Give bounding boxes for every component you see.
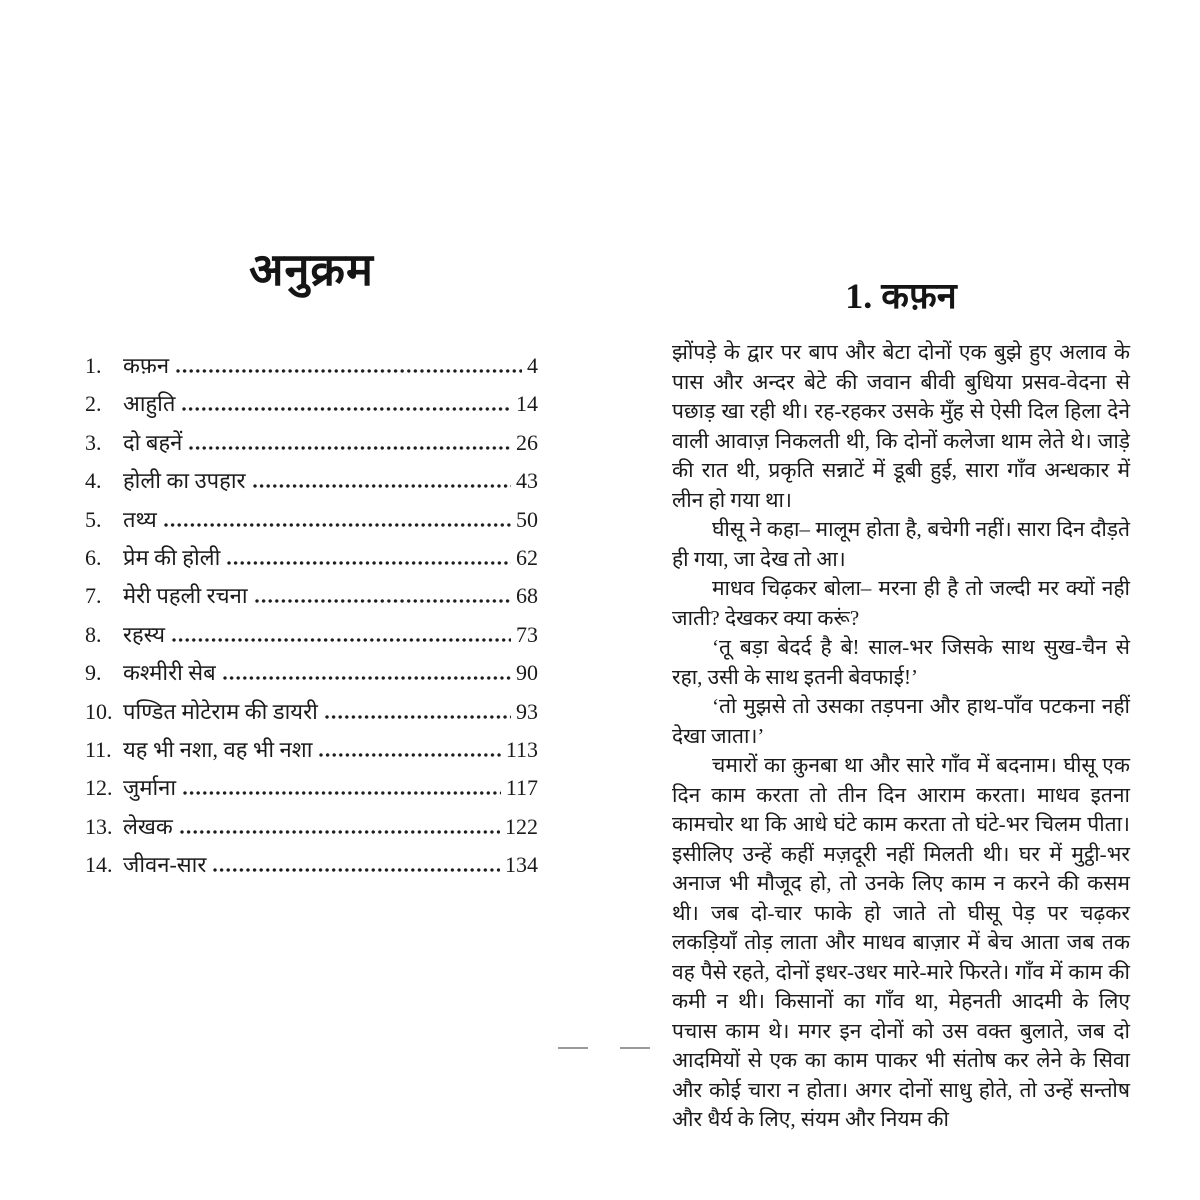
toc-entry	[85, 427, 538, 465]
toc-entry-number: 1.	[85, 353, 102, 378]
toc-entry-title: प्रेम की होली	[123, 544, 221, 570]
toc-entry	[85, 657, 538, 695]
toc-entry	[85, 542, 538, 580]
dot-leader	[319, 753, 500, 757]
toc-entry-title: तथ्य	[123, 506, 157, 532]
toc-entry	[85, 696, 538, 734]
dot-leader	[325, 715, 511, 719]
paragraph: ‘तो मुझसे तो उसका तड़पना और हाथ-पाँव पटकना नहीं देखा जाता।’	[672, 694, 1130, 748]
paragraph: चमारों का क़ुनबा था और सारे गाँव में बदनाम। घीसू एक दिन काम करता तो तीन दिन आराम करता। माधव इतना कामचोर था कि आधे घंटे काम करता तो घंटे-भर चिलम पीता। इसीलिए उन्हें कहीं मज़दूरी नहीं मिलती थी। घर में मुट्ठी-भर अनाज भी मौजूद हो, तो उनके लिए काम न करने की कसम थी। जब दो-चार फाके हो जाते तो घीसू पेड़ पर चढ़कर लकड़ियाँ तोड़ लाता और माधव बाज़ार में बेच आता जब तक वह पैसे रहते, दोनों इधर-उधर मारे-मारे फिरते। गाँव में काम की कमी न थी। किसानों का गाँव था, मेहनती आदमी के लिए पचास काम थे। मगर इन दोनों को उस वक्त बुलाते, जब दो आदमियों से एक का काम पाकर भी संतोष कर लेने के सिवा और कोई चारा न होता। अगर दोनों साधु होते, तो उन्हें सन्तोष और धैर्य के लिए, संयम और नियम की	[672, 753, 1130, 1131]
toc-entry-page-number: 4	[527, 353, 538, 378]
toc-entry	[85, 350, 538, 388]
toc-entry	[85, 465, 538, 503]
dot-leader	[213, 868, 500, 872]
toc-entry-title: कफ़न	[123, 353, 170, 378]
toc-entry-page-number: 26	[516, 429, 538, 455]
paragraph: ‘तू बड़ा बेदर्द है बे! साल-भर जिसके साथ सुख-चैन से रहा, उसी के साथ इतनी बेवफाई!’	[672, 635, 1130, 689]
toc-entry-title: जुर्माना	[123, 775, 177, 801]
paragraph: घीसू ने कहा– मालूम होता है, बचेगी नहीं। सारा दिन दौड़ते ही गया, जा देख तो आ।	[672, 517, 1130, 571]
dot-leader	[182, 407, 511, 411]
toc-entry-number: 3.	[85, 429, 102, 455]
toc-entry-page-number: 68	[516, 583, 538, 609]
paragraph: माधव चिढ़कर बोला– मरना ही है तो जल्दी मर क्यों नही जाती? देखकर क्या करूं?	[672, 576, 1130, 630]
dot-leader	[227, 561, 511, 565]
toc-entry-number: 11.	[85, 736, 112, 762]
table-of-contents	[85, 350, 538, 887]
toc-entry-title: जीवन-सार	[123, 852, 207, 878]
toc-entry-page-number: 117	[505, 775, 538, 801]
paragraph: झोंपड़े के द्वार पर बाप और बेटा दोनों एक बुझे हुए अलाव के पास और अन्दर बेटे की जवान बीवी बुधिया प्रसव-वेदना से पछाड़ खा रही थी। रह-रहकर उसके मुँह से ऐसी दिल हिला देने वाली आवाज़ निकलती थी, कि दोनों कलेजा थाम लेते थे। जाड़े की रात थी, प्रकृति सन्नाटें में डूबी हुई, सारा गाँव अन्धकार में लीन हो गया था।	[672, 340, 1130, 512]
toc-entry	[85, 580, 538, 618]
contents-page-title: अनुक्रम	[249, 245, 374, 295]
chapter-body	[672, 338, 1130, 1135]
toc-entry-page-number: 14	[516, 391, 538, 417]
toc-entry-number: 9.	[85, 660, 102, 686]
toc-entry-number: 6.	[85, 544, 102, 570]
dot-leader	[189, 446, 511, 450]
dot-leader	[180, 830, 500, 834]
toc-entry-title: मेरी पहली रचना	[123, 583, 248, 609]
toc-entry-number: 14.	[85, 852, 113, 878]
toc-entry-number: 2.	[85, 391, 102, 417]
toc-entry-number: 4.	[85, 468, 102, 494]
toc-entry-title: होली का उपहार	[123, 468, 246, 494]
toc-entry-page-number: 73	[516, 621, 538, 647]
toc-entry-title: कश्मीरी सेब	[123, 660, 216, 686]
toc-entry-title: लेखक	[123, 813, 173, 839]
dot-leader	[176, 369, 522, 373]
toc-entry	[85, 619, 538, 657]
toc-entry-number: 10.	[85, 698, 113, 724]
toc-entry	[85, 811, 538, 849]
toc-entry	[85, 772, 538, 810]
toc-entry-page-number: 43	[516, 468, 538, 494]
dot-leader	[172, 638, 511, 642]
toc-entry-title: रहस्य	[123, 621, 165, 647]
dot-leader	[164, 523, 511, 527]
toc-entry-page-number: 122	[505, 813, 538, 839]
toc-entry-page-number: 62	[516, 544, 538, 570]
toc-entry-page-number: 93	[516, 698, 538, 724]
toc-entry-number: 12.	[85, 775, 113, 801]
toc-entry-number: 7.	[85, 583, 102, 609]
dot-leader	[255, 599, 511, 603]
toc-entry-page-number: 113	[505, 736, 538, 762]
toc-entry-number: 8.	[85, 621, 102, 647]
dot-leader	[223, 676, 511, 680]
dot-leader	[253, 484, 511, 488]
dot-leader	[183, 791, 501, 795]
toc-entry	[85, 388, 538, 426]
toc-entry	[85, 504, 538, 542]
toc-entry	[85, 849, 538, 887]
toc-entry-title: पण्डित मोटेराम की डायरी	[123, 698, 318, 724]
toc-entry-page-number: 50	[516, 506, 538, 532]
toc-entry-page-number: 134	[505, 852, 538, 878]
toc-entry-title: दो बहनें	[123, 429, 183, 455]
fold-mark-left	[558, 1047, 588, 1049]
toc-entry	[85, 734, 538, 772]
chapter-title: 1. कफ़न	[845, 276, 957, 316]
fold-mark-right	[620, 1047, 650, 1049]
toc-entry-page-number: 90	[516, 660, 538, 686]
toc-entry-number: 13.	[85, 813, 113, 839]
toc-entry-title: आहुति	[123, 391, 176, 417]
toc-entry-title: यह भी नशा, वह भी नशा	[123, 736, 313, 762]
toc-entry-number: 5.	[85, 506, 102, 532]
